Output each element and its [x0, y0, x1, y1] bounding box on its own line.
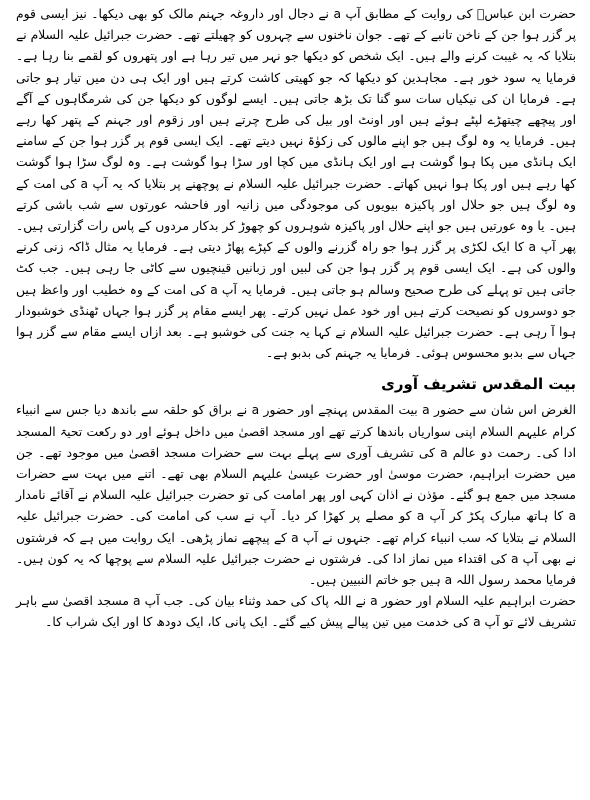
paragraph-three-cups: حضرت ابراہیم علیہ السلام اور حضور a نے اللہ پاک کی حمد وثناء بیان کی۔ جب آپ a مسجد اقصیٰ سے باہر تشریف لائے تو آپ a کی خدمت میں تین پیالے پیش کیے گئے۔ ایک پانی کا، ایک دودھ کا اور ایک شراب کا۔: [16, 594, 576, 630]
section-heading-bait-ul-maqdis: بیت المقدس تشریف آوری: [381, 375, 576, 394]
paragraph-ascension-sights: حضرت ابن عباسؓ کی روایت کے مطابق آپ a نے دجال اور داروغہ جہنم مالک کو بھی دیکھا۔ نیز ایسی قوم پر گزر ہوا جن کے ناخن تانبے کے تھے۔ جوان ناخنوں سے چہروں کو چھیلتے تھے۔ حضرت جبرائیل علیہ السلام نے بتلایا کہ یہ غیبت کرنے والے ہیں۔ ایک شخص کو دیکھا جو نہر میں تیر رہا ہے اور پتھروں کو لقمے بنا رہا ہے۔ فرمایا یہ سود خور ہے۔ مجاہدین کو دیکھا کہ جو کھیتی کاشت کرتے ہیں اور ایک ہی دن میں تیار ہو جاتی ہے۔ فرمایا ان کی نیکیاں سات سو گنا تک بڑھ جاتی ہیں۔ ایسے لوگوں کو دیکھا جن کی شرمگاہوں کے آگے اور پیچھے چیتھڑے لپٹے ہوئے ہیں اور اونٹ اور بیل کی طرح چرتے ہیں اور زقوم اور جہنم کے پتھر کھا رہے ہیں۔ فرمایا یہ وہ لوگ ہیں جو اپنے مالوں کی زکوٰۃ نہیں دیتے تھے۔ ایک ایسی قوم پر گزر ہوا جن کے سامنے ایک ہانڈی میں پکا ہوا گوشت ہے اور ایک ہانڈی میں کچا اور سڑا ہوا گوشت ہے۔ وہ لوگ سڑا ہوا گوشت کھا رہے ہیں اور پکا ہوا نہیں کھاتے۔ حضرت جبرائیل علیہ السلام نے پوچھنے پر بتلایا کہ یہ آپ a کی امت کے وہ لوگ ہیں جو حلال اور پاکیزہ بیویوں کی موجودگی میں زانیہ اور فاحشہ عورتوں سے شب باشی کرتے ہیں۔ یا وہ عورتیں ہیں جو اپنے حلال اور پاکیزہ شوہروں کو چھوڑ کر بدکار مردوں کے پاس رات گزارتی ہیں۔ پھر آپ a کا ایک لکڑی پر گزر ہوا جو راہ گزرنے والوں کے کپڑے پھاڑ دیتی ہے۔ فرمایا یہ مثال ڈاکہ زنی کرنے والوں کی ہے۔ ایک ایسی قوم پر گزر ہوا جن کی لبیں اور زبانیں قینچیوں سے کاٹی جا رہی ہیں۔ جب کٹ جاتی ہیں تو پہلے کی طرح صحیح وسالم ہو جاتی ہیں۔ فرمایا یہ آپ a کی امت کے وہ خطیب اور واعظ ہیں جو دوسروں کو نصیحت کرتے ہیں اور خود عمل نہیں کرتے۔ پھر ایسے مقام پر گزر ہوا جہاں ٹھنڈی خوشبودار ہوا آ رہی ہے۔ حضرت جبرائیل علیہ السلام نے کہا یہ جنت کی خوشبو ہے۔ بعد ازاں ایسے مقام سے گزر ہوا جہاں سے بدبو محسوس ہوئی۔ فرمایا یہ جہنم کی بدبو ہے۔: [16, 7, 576, 361]
paragraph-arrival-bait-ul-maqdis: الغرض اس شان سے حضور a بیت المقدس پہنچے اور حضور a نے براق کو حلقہ سے باندھ دیا جس سے انبیاء کرام علیہم السلام اپنی سواریاں باندھا کرتے تھے اور مسجد اقصیٰ میں داخل ہوئے اور دو رکعت تحیۃ المسجد ادا کی۔ رحمت دو عالم a کی تشریف آوری سے پہلے بہت سے حضرات مسجد اقصیٰ میں موجود تھے۔ جن میں حضرت ابراہیم، حضرت موسیٰ اور حضرت عیسیٰ علیہم السلام بھی تھے۔ اتنے میں بہت سے حضرات مسجد میں جمع ہو گئے۔ مؤذن نے اذان کہی اور پھر امامت کی تو حضرت جبرائیل علیہ السلام نے آقائے نامدار a کا ہاتھ مبارک پکڑ کر آپ a کو مصلے پر کھڑا کر دیا۔ آپ نے سب کی امامت کی۔ حضرت جبرائیل علیہ السلام نے بتلایا کہ سب انبیاء کرام تھے۔ جنہوں نے آپ a کے پیچھے نماز پڑھی۔ ایک روایت میں ہے کہ فرشتوں نے بھی آپ a کی اقتداء میں نماز ادا کی۔ فرشتوں نے حضرت جبرائیل علیہ السلام سے پوچھا کہ یہ کون ہیں۔ فرمایا محمد رسول اللہ a ہیں جو خاتم النبیین ہیں۔: [16, 403, 576, 588]
